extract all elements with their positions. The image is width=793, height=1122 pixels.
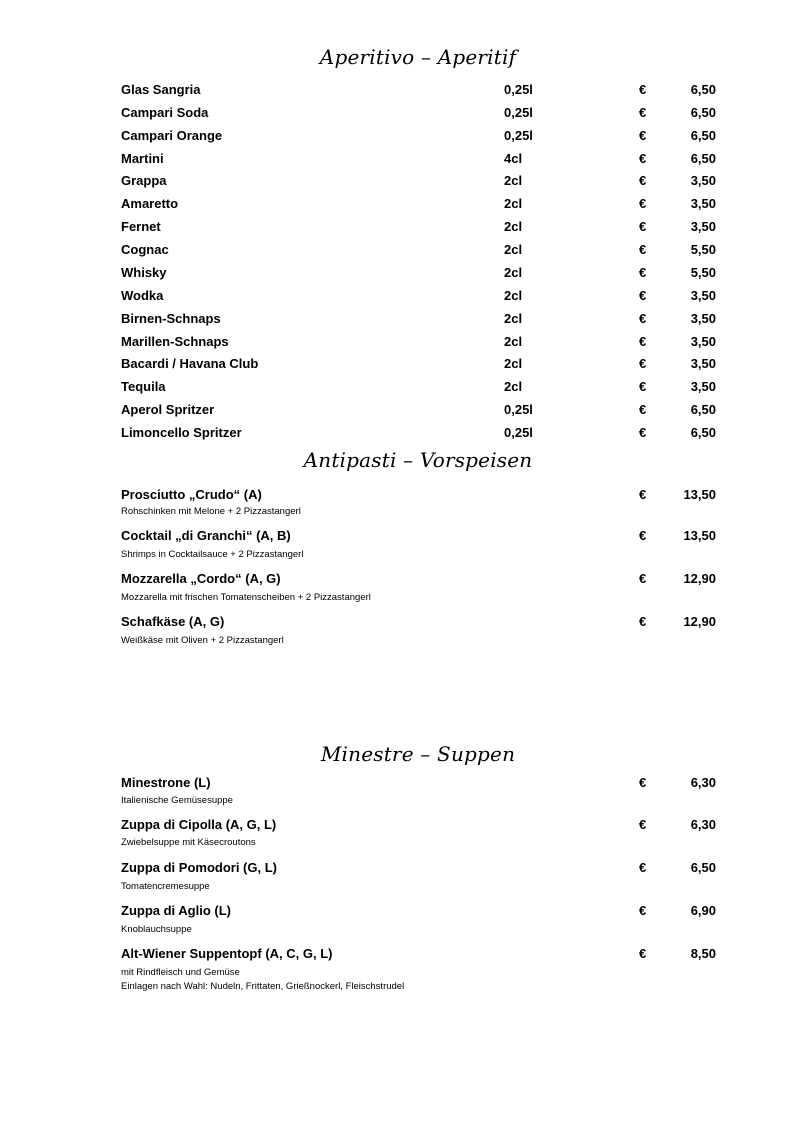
aperitivo-row (0, 81, 793, 99)
currency-symbol: € (639, 128, 647, 143)
currency-symbol: € (639, 775, 647, 790)
minestre-heading: Minestre – Suppen (320, 742, 516, 766)
aperitivo-row (0, 333, 793, 351)
currency-symbol: € (639, 614, 647, 629)
item-price: 3,50 (690, 173, 716, 188)
aperitivo-row (0, 172, 793, 190)
item-name: Bacardi / Havana Club (121, 356, 259, 371)
antipasti-row (0, 527, 793, 545)
item-quantity: 4cl (504, 151, 523, 166)
item-price: 6,50 (690, 105, 716, 120)
item-price: 3,50 (690, 334, 716, 349)
currency-symbol: € (639, 356, 647, 371)
item-price: 3,50 (690, 196, 716, 211)
currency-symbol: € (639, 82, 647, 97)
item-name: Campari Soda (121, 105, 209, 120)
item-name: Grappa (121, 173, 167, 188)
item-price: 6,50 (690, 151, 716, 166)
item-name: Aperol Spritzer (121, 402, 215, 417)
item-quantity: 2cl (504, 265, 523, 280)
currency-symbol: € (639, 151, 647, 166)
currency-symbol: € (639, 571, 647, 586)
item-quantity: 0,25l (504, 105, 533, 120)
item-quantity: 0,25l (504, 425, 533, 440)
item-name: Martini (121, 151, 164, 166)
item-name: Marillen-Schnaps (121, 334, 229, 349)
item-name: Mozzarella „Cordo“ (A, G) (121, 571, 281, 586)
item-description: Shrimps in Cocktailsauce + 2 Pizzastangerl (121, 549, 304, 560)
item-name: Cognac (121, 242, 169, 257)
item-quantity: 2cl (504, 379, 523, 394)
item-quantity: 0,25l (504, 82, 533, 97)
item-quantity: 0,25l (504, 128, 533, 143)
antipasti-row (0, 613, 793, 631)
item-quantity: 2cl (504, 196, 523, 211)
item-quantity: 2cl (504, 173, 523, 188)
item-description: Italienische Gemüsesuppe (121, 795, 233, 806)
item-name: Tequila (121, 379, 166, 394)
item-price: 6,50 (690, 82, 716, 97)
item-price: 6,50 (690, 425, 716, 440)
item-price: 3,50 (690, 288, 716, 303)
item-name: Alt-Wiener Suppentopf (A, C, G, L) (121, 946, 333, 961)
item-price: 6,30 (690, 775, 716, 790)
minestre-row (0, 902, 793, 920)
currency-symbol: € (639, 860, 647, 875)
item-name: Zuppa di Aglio (L) (121, 903, 231, 918)
item-name: Campari Orange (121, 128, 223, 143)
currency-symbol: € (639, 817, 647, 832)
item-price: 3,50 (690, 379, 716, 394)
item-description: Tomatencremesuppe (121, 881, 210, 892)
item-quantity: 2cl (504, 334, 523, 349)
item-name: Limoncello Spritzer (121, 425, 242, 440)
item-quantity: 2cl (504, 356, 523, 371)
item-name: Schafkäse (A, G) (121, 614, 225, 629)
aperitivo-row (0, 264, 793, 282)
aperitivo-row (0, 218, 793, 236)
item-price: 6,50 (690, 128, 716, 143)
item-price: 3,50 (690, 219, 716, 234)
currency-symbol: € (639, 946, 647, 961)
currency-symbol: € (639, 311, 647, 326)
item-name: Prosciutto „Crudo“ (A) (121, 487, 262, 502)
aperitivo-row (0, 287, 793, 305)
currency-symbol: € (639, 105, 647, 120)
aperitivo-row (0, 104, 793, 122)
currency-symbol: € (639, 219, 647, 234)
item-name: Wodka (121, 288, 164, 303)
aperitivo-row (0, 241, 793, 259)
item-quantity: 2cl (504, 242, 523, 257)
item-description: Mozzarella mit frischen Tomatenscheiben + 2 Pizzastangerl (121, 592, 371, 603)
item-description: Knoblauchsuppe (121, 924, 192, 935)
item-quantity: 2cl (504, 288, 523, 303)
item-price: 13,50 (683, 487, 716, 502)
currency-symbol: € (639, 425, 647, 440)
currency-symbol: € (639, 487, 647, 502)
currency-symbol: € (639, 379, 647, 394)
currency-symbol: € (639, 242, 647, 257)
item-description: Rohschinken mit Melone + 2 Pizzastangerl (121, 506, 301, 517)
currency-symbol: € (639, 265, 647, 280)
aperitivo-row (0, 355, 793, 373)
antipasti-row (0, 570, 793, 588)
item-price: 12,90 (683, 614, 716, 629)
item-description: mit Rindfleisch und Gemüse (121, 967, 240, 978)
item-description: Einlagen nach Wahl: Nudeln, Frittaten, Grießnockerl, Fleischstrudel (121, 981, 405, 992)
item-price: 13,50 (683, 528, 716, 543)
item-name: Zuppa di Cipolla (A, G, L) (121, 817, 277, 832)
minestre-row (0, 945, 793, 963)
currency-symbol: € (639, 903, 647, 918)
item-price: 8,50 (690, 946, 716, 961)
item-price: 6,30 (690, 817, 716, 832)
aperitivo-row (0, 195, 793, 213)
item-name: Fernet (121, 219, 161, 234)
aperitivo-row (0, 150, 793, 168)
currency-symbol: € (639, 173, 647, 188)
item-quantity: 2cl (504, 219, 523, 234)
item-name: Cocktail „di Granchi“ (A, B) (121, 528, 291, 543)
aperitivo-row (0, 401, 793, 419)
minestre-row (0, 859, 793, 877)
antipasti-heading: Antipasti – Vorspeisen (303, 448, 533, 472)
currency-symbol: € (639, 288, 647, 303)
item-name: Birnen-Schnaps (121, 311, 221, 326)
item-description: Weißkäse mit Oliven + 2 Pizzastangerl (121, 635, 284, 646)
antipasti-row (0, 486, 793, 504)
item-quantity: 0,25l (504, 402, 533, 417)
currency-symbol: € (639, 528, 647, 543)
aperitivo-row (0, 127, 793, 145)
currency-symbol: € (639, 334, 647, 349)
item-name: Minestrone (L) (121, 775, 211, 790)
item-price: 6,50 (690, 402, 716, 417)
item-price: 5,50 (690, 242, 716, 257)
currency-symbol: € (639, 196, 647, 211)
item-price: 12,90 (683, 571, 716, 586)
item-name: Glas Sangria (121, 82, 201, 97)
item-description: Zwiebelsuppe mit Käsecroutons (121, 837, 256, 848)
item-name: Amaretto (121, 196, 179, 211)
item-price: 6,50 (690, 860, 716, 875)
aperitivo-row (0, 378, 793, 396)
minestre-row (0, 816, 793, 834)
item-quantity: 2cl (504, 311, 523, 326)
item-price: 6,90 (690, 903, 716, 918)
aperitivo-heading: Aperitivo – Aperitif (319, 45, 517, 69)
aperitivo-row (0, 310, 793, 328)
currency-symbol: € (639, 402, 647, 417)
item-price: 3,50 (690, 356, 716, 371)
item-price: 3,50 (690, 311, 716, 326)
item-price: 5,50 (690, 265, 716, 280)
item-name: Whisky (121, 265, 167, 280)
item-name: Zuppa di Pomodori (G, L) (121, 860, 277, 875)
aperitivo-row (0, 424, 793, 442)
minestre-row (0, 774, 793, 792)
